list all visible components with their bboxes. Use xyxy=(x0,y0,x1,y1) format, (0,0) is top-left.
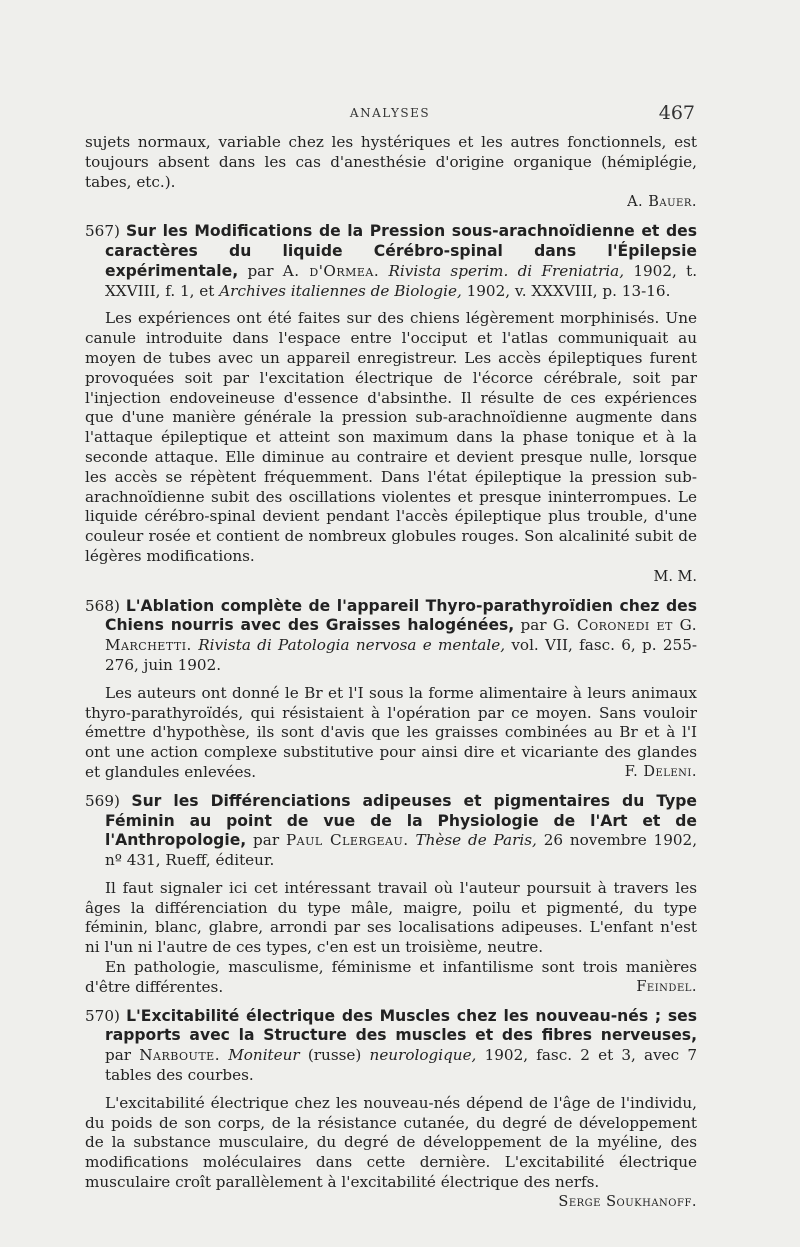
entry-567 xyxy=(85,222,697,587)
entry-number: 569) xyxy=(85,791,120,810)
intro-signature: A. Bauer. xyxy=(627,194,697,211)
entry-heading xyxy=(85,222,697,301)
entry-number: 570) xyxy=(85,1006,120,1025)
entry-author: A. d'Ormea. xyxy=(282,261,380,280)
entry-body xyxy=(85,684,697,783)
entry-journal: Rivista di Patologia nervosa e mentale, xyxy=(198,636,506,655)
entry-title: Sur les Modifications de la Pression sous-arachnoïdienne et des caractères du liquide Cérébro-spinal dans l'Épilepsie expérimentale, xyxy=(105,222,697,280)
entry-number: 567) xyxy=(85,222,120,241)
entry-568 xyxy=(85,597,697,783)
entry-citation-2: 1902, v. XXXVIII, p. 13-16. xyxy=(466,281,671,300)
entry-journal: Thèse de Paris, xyxy=(415,831,537,850)
intro-text: sujets normaux, variable chez les hystériques et les autres fonctionnels, est toujours absent dans les cas d'anesthésie d'origine organique (hémiplégie, tabes, etc.). xyxy=(85,133,697,191)
entry-author: Narboute. xyxy=(139,1046,221,1065)
entry-paragraph-text: Les auteurs ont donné le Br et l'I sous la forme alimentaire à leurs animaux thyro-parathyroïdés, qui résistaient à l'opération par ce moyen. Sans vouloir émettre d'hypothèse, ils sont d'avis que les graisses combinées au Br et à l'I ont une action complexe substitutive pour ainsi dire et vicariante des glandes et glandules enlevées. xyxy=(85,683,697,781)
entry-citation: 26 novembre 1902, nº 431, Rueff, éditeur. xyxy=(105,831,698,870)
entry-citation: 1902, fasc. 2 et 3, avec 7 tables des courbes. xyxy=(105,1046,698,1085)
entry-paragraph-text: En pathologie, masculisme, féminisme et infantilisme sont trois manières d'être différentes. xyxy=(85,958,697,996)
running-title: ANALYSES xyxy=(349,106,431,120)
entry-citation: vol. VII, fasc. 6, p. 255-276, juin 1902. xyxy=(105,636,698,674)
entry-signature: F. Deleni. xyxy=(624,763,697,780)
author-prefix: par xyxy=(247,261,274,280)
entry-number: 568) xyxy=(85,596,120,615)
entry-title: L'Excitabilité électrique des Muscles chez les nouveau-nés ; ses rapports avec la Structure des muscles et des fibres nerveuses, xyxy=(105,1006,698,1045)
entry-citation: 1902, t. XXVIII, f. 1, et xyxy=(105,261,698,300)
entry-citation-mid: (russe) xyxy=(307,1046,362,1065)
entry-signature: Serge Soukhanoff. xyxy=(558,1193,697,1210)
entry-heading xyxy=(85,597,697,676)
entry-signature: M. M. xyxy=(653,568,697,585)
entry-570 xyxy=(85,1007,697,1213)
entry-paragraph-text: L'excitabilité électrique chez les nouveau-nés dépend de l'âge de l'individu, du poids de son corps, de la résistance cutanée, du degré de développement de la substance musculaire, du degré de développement de la myéline, des modifications moléculaires dans cette dernière. L'excitabilité électrique musculaire croît parallèlement à l'excitabilité électrique des nerfs. xyxy=(85,1093,697,1192)
entry-heading xyxy=(85,1007,697,1086)
entry-body xyxy=(85,309,697,566)
entry-heading xyxy=(85,792,697,871)
author-prefix: par xyxy=(105,1046,132,1065)
page-header xyxy=(85,102,695,130)
entry-journal-2: Archives italiennes de Biologie, xyxy=(219,281,462,300)
entry-author: Paul Clergeau. xyxy=(285,831,409,850)
entry-paragraph xyxy=(85,1093,697,1210)
entry-journal: Rivista sperim. di Freniatria, xyxy=(388,261,625,280)
entry-569 xyxy=(85,792,697,998)
entry-body xyxy=(85,1094,697,1213)
author-prefix: par xyxy=(520,616,547,635)
author-prefix: par xyxy=(253,831,280,850)
entry-paragraph xyxy=(85,958,697,998)
entry-paragraph: Il faut signaler ici cet intéressant travail où l'auteur poursuit à travers les âges la différenciation du type mâle, maigre, poilu et pigmenté, du type féminin, blanc, glabre, arrondi par ses localisations adipeuses. L'enfant n'est ni l'un ni l'autre de ces types, c'en est un troisième, neutre. xyxy=(85,878,697,957)
entry-signature: Feindel. xyxy=(636,978,697,995)
body-text xyxy=(85,133,697,1213)
entry-author: G. Coronedi et G. Marchetti. xyxy=(105,616,698,655)
entry-journal-2: neurologique, xyxy=(369,1046,477,1065)
entry-body xyxy=(85,879,697,998)
entry-paragraph xyxy=(85,684,697,783)
page-number: 467 xyxy=(658,102,695,124)
entry-title: Sur les Différenciations adipeuses et pigmentaires du Type Féminin au point de vue de la Physiologie de l'Art et de l'Anthropologie, xyxy=(105,791,698,850)
entry-paragraph: Les expériences ont été faites sur des chiens légèrement morphinisés. Une canule introduite dans l'espace entre l'occiput et l'atlas communiquait au moyen de tubes avec un appareil enregistreur. Les accès épileptiques furent provoquées soit par l'excitation électrique de l'écorce cérébrale, soit par l'injection endoveineuse d'essence d'absinthe. Il résulte de ces expériences que d'une manière générale la pression sub-arachnoïdienne augmente dans l'attaque épileptique et atteint son maximum dans la phase tonique et à la seconde attaque. Elle diminue au contraire et devient presque nulle, lorsque les accès se répètent fréquemment. Dans l'état épileptique la pression sub-arachnoïdienne subit des oscillations violentes et presque ininterrompues. Le liquide cérébro-spinal devient pendant l'accès épileptique plus trouble, d'une couleur rosée et contient de nombreux globules rouges. Son alcalinité subit de légères modifications. xyxy=(85,309,697,565)
entry-journal: Moniteur xyxy=(228,1046,300,1065)
entry-title: L'Ablation complète de l'appareil Thyro-parathyroïdien chez des Chiens nourris avec des Graisses halogénées, xyxy=(105,596,697,635)
